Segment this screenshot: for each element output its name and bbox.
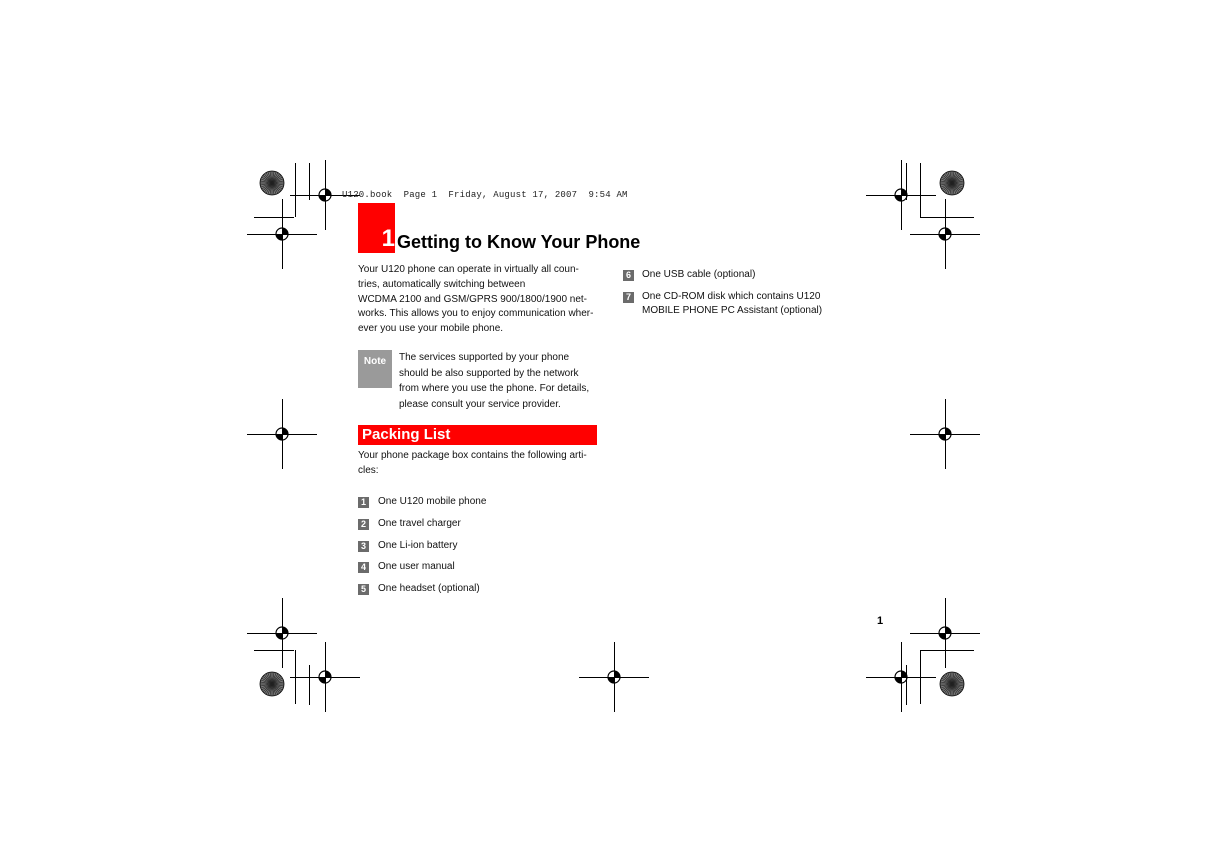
intro-paragraph [358, 263, 602, 337]
intro-line: ever you use your mobile phone. [358, 323, 504, 335]
registration-crosshair-v [945, 598, 946, 668]
chapter-title: Getting to Know Your Phone [397, 232, 641, 252]
packing-intro-line: Your phone package box contains the following arti- [358, 450, 587, 461]
packing-intro-line: cles: [358, 464, 379, 476]
chapter-number: 1 [381, 225, 395, 252]
crop-mark-line [254, 650, 294, 651]
note-label: Note [363, 356, 387, 367]
section-title-packing-list: Packing List [362, 426, 451, 443]
item-number-7: 7 [623, 292, 634, 303]
packing-intro [358, 449, 598, 478]
crop-mark-line [920, 163, 921, 217]
star-target-icon [939, 671, 965, 697]
registration-crosshair-v [282, 598, 283, 668]
intro-line: WCDMA 2100 and GSM/GPRS 900/1800/1900 net- [358, 293, 588, 305]
crop-mark-line [906, 163, 907, 200]
crop-mark-line [295, 650, 296, 704]
crop-mark-line [254, 217, 294, 218]
registration-crosshair-v [614, 642, 615, 712]
registration-crosshair-v [282, 199, 283, 269]
item-text-4: One user manual [378, 561, 455, 572]
item-text-2: One travel charger [378, 518, 461, 529]
crop-mark-line [295, 163, 296, 217]
crop-mark-line [920, 650, 921, 704]
crop-mark-line [920, 650, 974, 651]
registration-crosshair-v [282, 399, 283, 469]
registration-crosshair-v [901, 160, 902, 230]
item-number-3: 3 [358, 541, 369, 552]
crop-mark-line [309, 665, 310, 705]
item-text-3: One Li-ion battery [378, 540, 458, 551]
note-line: The services supported by your phone [399, 352, 570, 363]
item-text-6: One USB cable (optional) [642, 269, 756, 280]
star-target-icon [259, 671, 285, 697]
item-number-2: 2 [358, 519, 369, 530]
registration-crosshair-v [325, 642, 326, 712]
book-file-info: U120.book Page 1 Friday, August 17, 2007 9:54 AM [342, 190, 628, 200]
registration-crosshair-v [945, 199, 946, 269]
item-text-5: One headset (optional) [378, 583, 480, 594]
star-target-icon [259, 170, 285, 196]
intro-line: Your U120 phone can operate in virtually all coun- [358, 264, 579, 275]
item-text-7-continued: MOBILE PHONE PC Assistant (optional) [642, 305, 823, 316]
crop-mark-line [309, 163, 310, 200]
registration-crosshair-v [325, 160, 326, 230]
registration-crosshair-v [945, 399, 946, 469]
note-line: please consult your service provider. [399, 398, 561, 410]
note-text [399, 350, 599, 412]
page-number: 1 [877, 615, 884, 627]
item-text-1: One U120 mobile phone [378, 496, 487, 507]
item-number-4: 4 [358, 562, 369, 573]
item-number-6: 6 [623, 270, 634, 281]
item-text-7: One CD-ROM disk which contains U120 [642, 291, 821, 302]
crop-mark-line [920, 217, 974, 218]
intro-line: works. This allows you to enjoy communication wher- [358, 308, 594, 320]
note-line: from where you use the phone. For details, [399, 383, 590, 394]
crop-mark-line [906, 665, 907, 705]
item-number-5: 5 [358, 584, 369, 595]
intro-line: tries, automatically switching between [358, 278, 526, 290]
registration-crosshair-v [901, 642, 902, 712]
note-line: should be also supported by the network [399, 367, 579, 379]
star-target-icon [939, 170, 965, 196]
item-number-1: 1 [358, 497, 369, 508]
